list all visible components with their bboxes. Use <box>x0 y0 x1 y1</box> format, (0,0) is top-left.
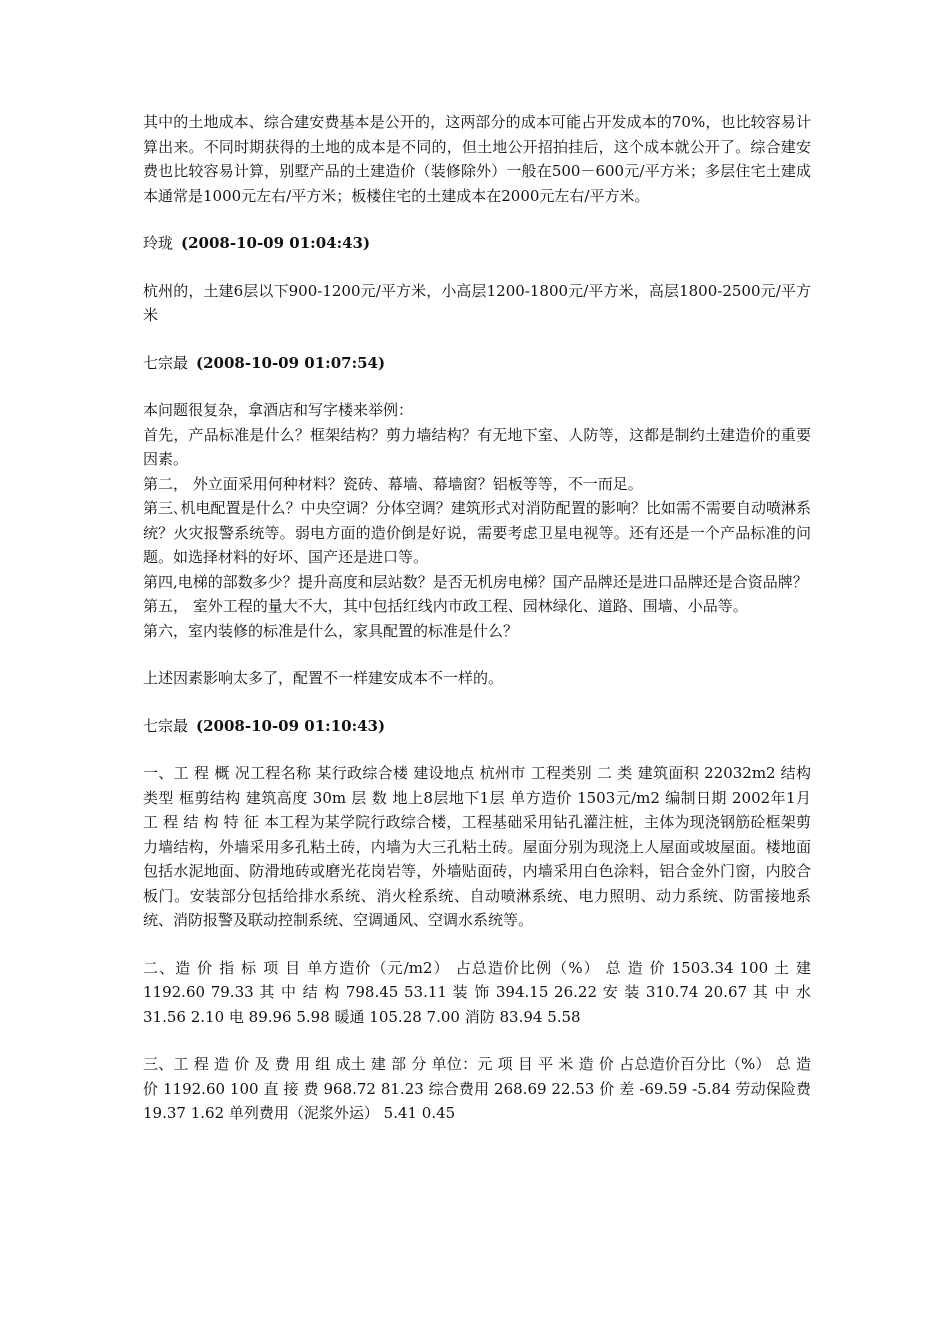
factor-list <box>143 398 811 643</box>
document-body <box>143 110 811 1149</box>
paragraph-summary: 上述因素影响太多了，配置不一样建安成本不一样的。 <box>143 669 504 687</box>
post-timestamp: (2008-10-09 01:07:54) <box>196 353 386 372</box>
paragraph-hangzhou-cost: 杭州的，土建6层以下900-1200元/平方米，小高层1200-1800元/平方米，高层1800-2500元/平方米 <box>143 281 811 324</box>
post-header <box>143 714 811 739</box>
paragraph-project-overview: 一、工 程 概 况工程名称 某行政综合楼 建设地点 杭州市 工程类别 二 类 建筑面积 22032m2 结构类型 框剪结构 建筑高度 30m 层 数 地上8层地下1层 单方造价 1503元/m2 编制日期 2002年1月 工 程 结 构 特 征 本工程为某学院行政综合楼，工程基础采用钻孔灌注桩，主体为现浇钢筋砼框架剪力墙结构，外墙采用多孔粘土砖，内墙为大三孔粘土砖。屋面分别为现浇上人屋面或坡屋面。楼地面包括水泥地面、防滑地砖或磨光花岗岩等，外墙贴面砖，内墙采用白色涂料，铝合金外门窗，内胶合板门。安装部分包括给排水系统、消火栓系统、自动喷淋系统、电力照明、动力系统、防雷接地系统、消防报警及联动控制系统、空调通风、空调水系统等。 <box>143 764 811 929</box>
factor-item: 第二， 外立面采用何种材料？瓷砖、幕墙、幕墙窗？铝板等等，不一而足。 <box>143 474 643 493</box>
post-author: 七宗最 <box>143 353 189 372</box>
paragraph-land-cost: 其中的土地成本、综合建安费基本是公开的，这两部分的成本可能占开发成本的70%，也比较容易计算出来。不同时期获得的土地的成本是不同的，但土地公开招拍挂后，这个成本就公开了。综合建安费也比较容易计算，别墅产品的土建造价（装修除外）一般在500－600元/平方米；多层住宅土建成本通常是1000元左右/平方米；板楼住宅的土建成本在2000元左右/平方米。 <box>143 113 811 205</box>
factor-item: 第五， 室外工程的量大不大，其中包括红线内市政工程、园林绿化、道路、围墙、小品等。 <box>143 597 748 615</box>
factor-item: 首先，产品标准是什么？框架结构？剪力墙结构？有无地下室、人防等，这都是制约土建造价的重要因素。 <box>143 425 811 468</box>
post-timestamp: (2008-10-09 01:04:43) <box>181 234 371 252</box>
post-author: 玲珑 <box>143 234 174 252</box>
factor-intro: 本问题很复杂，拿酒店和写字楼来举例： <box>143 401 414 419</box>
factor-item: 第六，室内装修的标准是什么，家具配置的标准是什么？ <box>143 621 519 640</box>
post-author: 七宗最 <box>143 716 189 735</box>
paragraph-cost-indicators: 二、造 价 指 标 项 目 单方造价（元/m2） 占总造价比例（%） 总 造 价 1503.34 100 土 建 1192.60 79.33 其 中 结 构 798.45 53.11 装 饰 394.15 26.22 安 装 310.74 20.67 其 中 水 31.56 2.10 电 89.96 5.98 暖通 105.28 7.00 消防 83.94 5.58 <box>143 958 811 1026</box>
factor-item: 第四,电梯的部数多少？提升高度和层站数？是否无机房电梯？国产品牌还是进口品牌还是合资品牌？ <box>143 572 808 591</box>
post-header <box>143 351 811 376</box>
factor-item: 第三､机电配置是什么？中央空调？分体空调？建筑形式对消防配置的影响？比如需不需要自动喷淋系统？火灾报警系统等。弱电方面的造价倒是好说，需要考虑卫星电视等。还有还是一个产品标准的问题。如选择材料的好坏、国产还是进口等。 <box>143 499 811 566</box>
post-header <box>143 231 811 256</box>
post-timestamp: (2008-10-09 01:10:43) <box>196 716 386 735</box>
paragraph-cost-composition: 三、工 程 造 价 及 费 用 组 成土 建 部 分 单位：元 项 目 平 米 造 价 占总造价百分比（%） 总 造 价 1192.60 100 直 接 费 968.72 81.23 综合费用 268.69 22.53 价 差 -69.59 -5.84 劳动保险费 19.37 1.62 单列费用（泥浆外运） 5.41 0.45 <box>143 1055 811 1122</box>
